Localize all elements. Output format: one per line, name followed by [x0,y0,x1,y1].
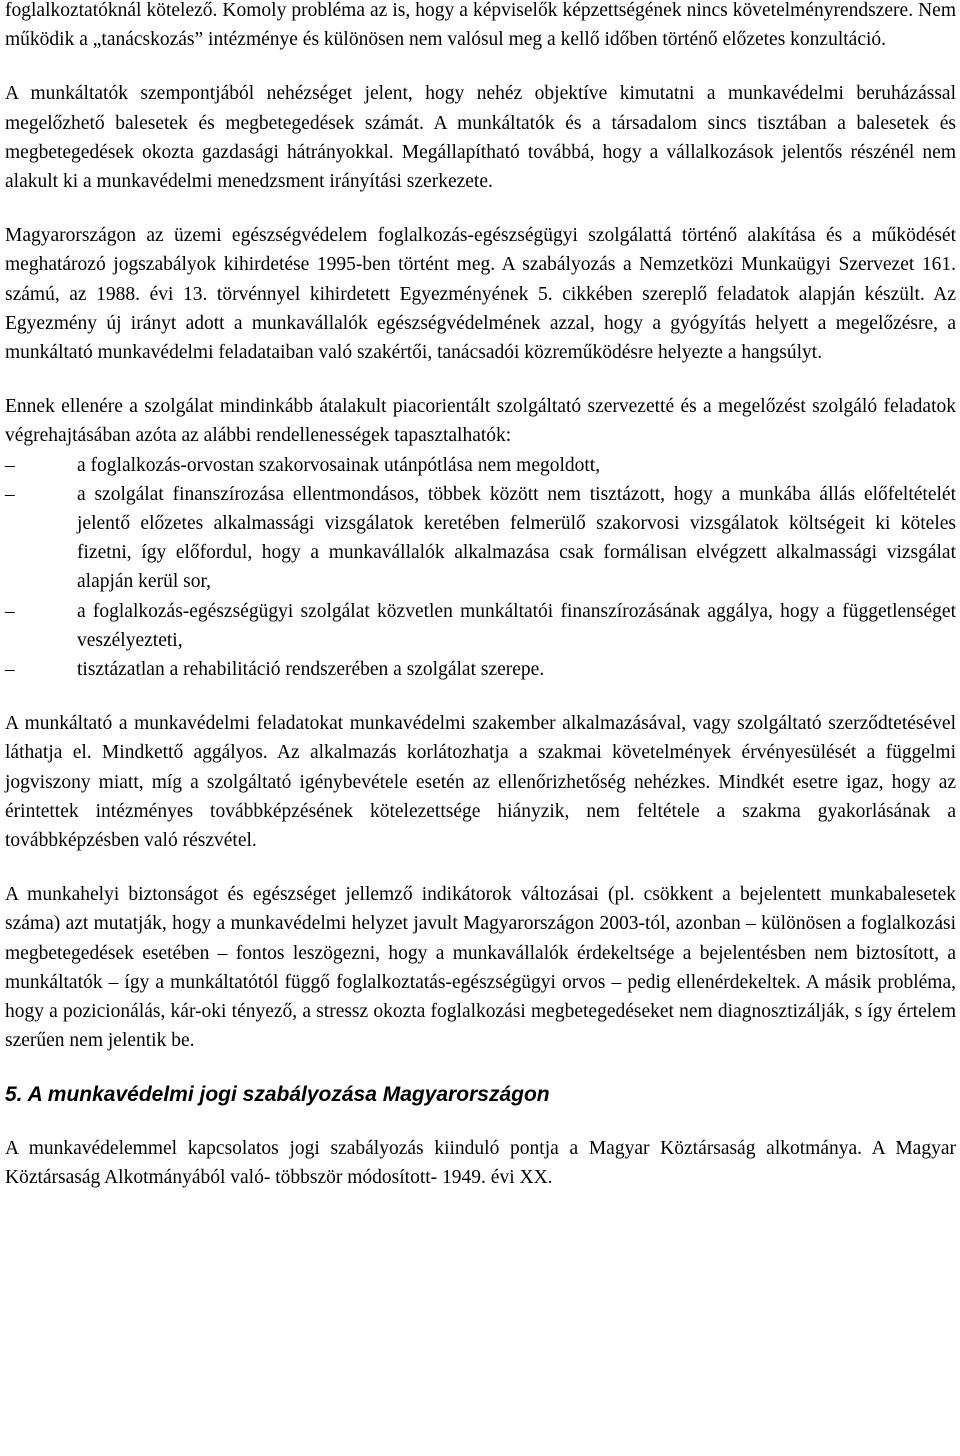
list-dash-marker: – [5,454,15,476]
list-item [5,451,956,480]
list-item [5,597,956,655]
list-item-text: a foglalkozás-orvostan szakorvosainak utánpótlása nem megoldott, [77,454,601,476]
paragraph-safety-specialist: A munkáltató a munkavédelmi feladatokat munkavédelmi szakember alkalmazásával, vagy szolgáltató szerződtetésével láthatja el. Mindkettő aggályos. Az alkalmazás korlátozhatja a szakmai követelmények érvényesülését a függelmi jogviszony miatt, míg a szolgáltató igénybevétele esetén az ellenőrizhetőség nehézkes. Mindkét esetre igaz, hogy az érintettek intézményes továbbképzésének kötelezettsége hiányzik, nem feltétele a szakma gyakorlásának a továbbképzésben való részvétel. [5,713,956,852]
list-item-text: tisztázatlan a rehabilitáció rendszerében a szolgálat szerepe. [77,659,545,681]
list-dash-marker: – [5,659,15,681]
paragraph-occupational-health-service: Magyarországon az üzemi egészségvédelem foglalkozás-egészségügyi szolgálattá történő alakítása és a működését meghatározó jogszabályok kihirdetése 1995-ben történt meg. A szabályozás a Nemzetközi Munkaügyi Szervezet 161. számú, az 1988. évi 13. törvénnyel kihirdetett Egyezményének 5. cikkében szereplő feladatok alapján készült. Az Egyezmény új irányt adott a munkavállalók egészségvédelmének azzal, hogy a gyógyítás helyett a megelőzésre, a munkáltató munkavédelmi feladataiban való szakértői, tanácsadói közreműködésre helyezte a hangsúlyt. [5,225,956,364]
list-item-text: a szolgálat finanszírozása ellentmondásos, többek között nem tisztázott, hogy a munkába állás előfeltételét jelentő előzetes alkalmassági vizsgálatok keretében felmerülő szakorvosi vizsgálatok költségeit ki köteles fizetni, így előfordul, hogy a munkavállalók alkalmazása csak formálisan elvégzett alkalmassági vizsgálat alapján kerül sor, [77,483,956,593]
irregularities-list [5,451,956,685]
list-item-text: a foglalkozás-egészségügyi szolgálat közvetlen munkáltatói finanszírozásának aggálya, hogy a függetlenséget veszélyezteti, [77,600,956,651]
paragraph-representatives: foglalkoztatóknál kötelező. Komoly probléma az is, hogy a képviselők képzettségének nincs követelményrendszere. Nem működik a „tanácskozás” intézménye és különösen nem valósul meg a kellő időben történő előzetes konzultáció. [5,0,956,51]
paragraph-employers-difficulty: A munkáltatók szempontjából nehézséget jelent, hogy nehéz objektíve kimutatni a munkavédelmi beruházással megelőzhető balesetek és megbetegedések számát. A munkáltatók és a társadalom sincs tisztában a balesetek és megbetegedések okozta gazdasági hátrányokkal. Megállapítható továbbá, hogy a vállalkozások jelentős részénél nem alakult ki a munkavédelmi menedzsment irányítási szerkezete. [5,83,956,193]
list-item [5,480,956,597]
list-item [5,655,956,684]
section-heading: 5. A munkavédelmi jogi szabályozása Magyarországon [5,1082,550,1106]
document-page [5,0,956,1192]
paragraph-legal-regulation: A munkavédelemmel kapcsolatos jogi szabályozás kiinduló pontja a Magyar Köztársaság alkotmánya. A Magyar Köztársaság Alkotmányából való- többször módosított- 1949. évi XX. [5,1137,956,1188]
list-dash-marker: – [5,600,15,622]
paragraph-indicators: A munkahelyi biztonságot és egészséget jellemző indikátorok változásai (pl. csökkent a bejelentett munkabalesetek száma) azt mutatják, hogy a munkavédelmi helyzet javult Magyarországon 2003-tól, azonban – különösen a foglalkozási megbetegedések esetében – fontos leszögezni, hogy a munkavállalók érdekeltsége a bejelentésben nem biztosított, a munkáltatók – így a munkáltatótól függő foglalkoztatás-egészségügyi orvos – pedig ellenérdekeltek. A másik probléma, hogy a pozicionálás, kár-oki tényező, a stressz okozta foglalkozási megbetegedéseket nem diagnosztizálják, s így értelem szerűen nem jelentik be. [5,884,956,1052]
paragraph-irregularities-intro: Ennek ellenére a szolgálat mindinkább átalakult piacorientált szolgáltató szervezetté és a megelőzést szolgáló feladatok végrehajtásában azóta az alábbi rendellenességek tapasztalhatók: [5,396,956,447]
list-dash-marker: – [5,483,15,505]
